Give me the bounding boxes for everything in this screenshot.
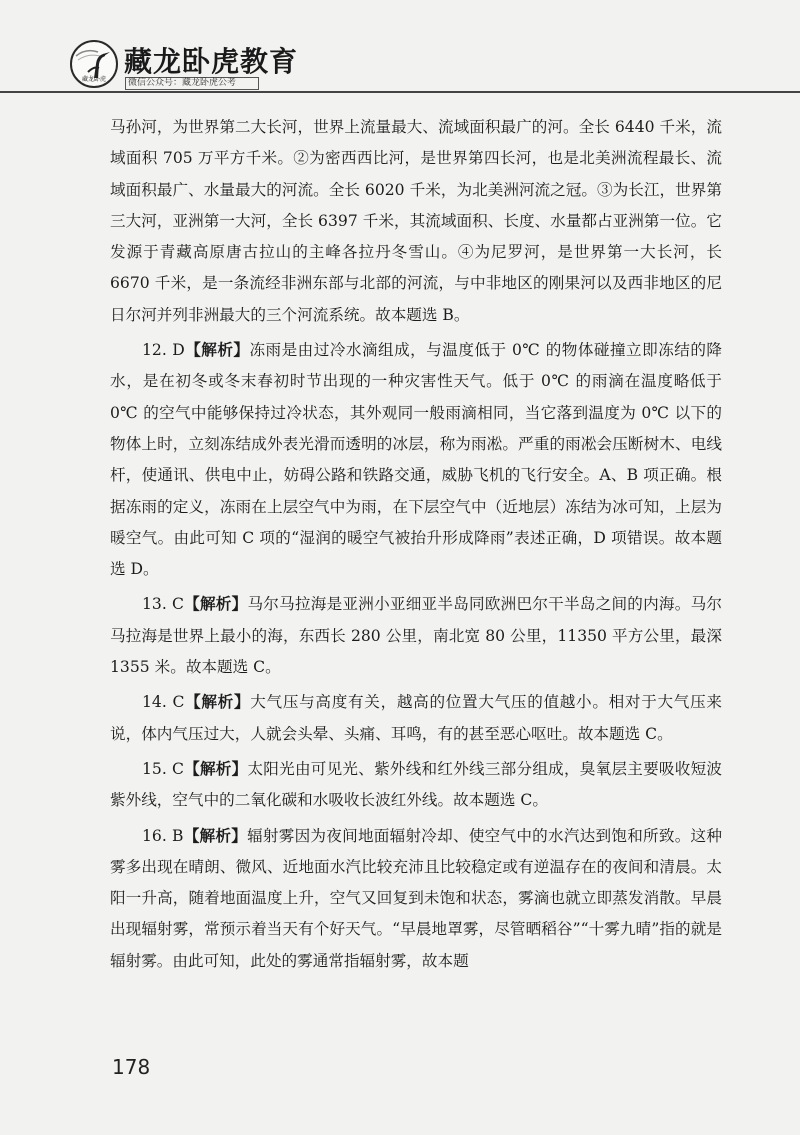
header-divider [0, 91, 800, 93]
paragraph-text: 马孙河，为世界第二大长河，世界上流量最大、流域面积最广的河。全长 6440 千米，流域面积 705 万平方千米。②为密西西比河，是世界第四长河，也是北美洲流程最长、流域面积最广、水量最大的河流。全长 6020 千米，为北美洲河流之冠。③为长江，世界第三大河，亚洲第一大河，全长 6397 千米，其流域面积、长度、水量都占亚洲第一位。它发源于青藏高原唐古拉山的主峰各拉丹冬雪山。④为尼罗河，是世界第一大长河，长 6670 千米，是一条流经非洲东部与北部的河流，与中非地区的刚果河以及西非地区的尼日尔河并列非洲最大的三个河流系统。故本题选 B。 [110, 118, 722, 324]
paragraph-text: 冻雨是由过冷水滴组成，与温度低于 0℃ 的物体碰撞立即冻结的降水，是在初冬或冬末春初时节出现的一种灾害性天气。低于 0℃ 的雨滴在温度略低于 0℃ 的空气中能够保持过冷状态，其外观同一般雨滴相同，当它落到温度为 0℃ 以下的物体上时，立刻冻结成外表光滑而透明的冰层，称为雨凇。严重的雨凇会压断树木、电线杆，使通讯、供电中止，妨碍公路和铁路交通，威胁飞机的飞行安全。A、B 项正确。根据冻雨的定义，冻雨在上层空气中为雨，在下层空气中（近地层）冻结为冰可知，上层为暖空气。由此可知 C 项的“湿润的暖空气被抬升形成降雨”表述正确，D 项错误。故本题选 D。 [110, 341, 722, 579]
answer-number: 14. C [142, 693, 185, 712]
paragraph-11-continued [110, 112, 722, 331]
answer-14 [110, 687, 722, 750]
answer-number: 12. D [142, 341, 185, 360]
paragraph-text: 太阳光由可见光、紫外线和红外线三部分组成，臭氧层主要吸收短波紫外线，空气中的二氧化碳和水吸收长波红外线。故本题选 C。 [110, 759, 722, 810]
answer-explanations [110, 112, 722, 977]
brand-logo [70, 40, 118, 88]
page-number: 178 [112, 1055, 151, 1079]
analysis-tag: 【解析】 [183, 595, 248, 614]
answer-number: 13. C [142, 595, 184, 614]
paragraph-text: 马尔马拉海是亚洲小亚细亚半岛同欧洲巴尔干半岛之间的内海。马尔马拉海是世界上最小的海，东西长 280 公里，南北宽 80 公里，11350 平方公里，最深 1355 米。故本题选 C。 [110, 595, 722, 677]
analysis-tag: 【解析】 [183, 759, 248, 778]
analysis-tag: 【解析】 [184, 693, 251, 712]
logo-text: 藏龙卧虎 [81, 76, 106, 83]
brand-title: 藏龙卧虎教育 [124, 45, 299, 78]
answer-12 [110, 335, 722, 585]
answer-13 [110, 589, 722, 683]
answer-number: 15. C [142, 759, 184, 778]
brand-tagline: 微信公众号：藏龙卧虎公考 [125, 77, 259, 90]
answer-16 [110, 821, 722, 977]
page-header [0, 0, 800, 92]
analysis-tag: 【解析】 [183, 826, 248, 845]
paragraph-text: 大气压与高度有关，越高的位置大气压的值越小。相对于大气压来说，体内气压过大，人就会头晕、头痛、耳鸣，有的甚至恶心呕吐。故本题选 C。 [110, 693, 722, 743]
paragraph-text: 辐射雾因为夜间地面辐射冷却、使空气中的水汽达到饱和所致。这种雾多出现在晴朗、微风、近地面水汽比较充沛且比较稳定或有逆温存在的夜间和清晨。太阳一升高，随着地面温度上升，空气又回复到未饱和状态，雾滴也就立即蒸发消散。早晨出现辐射雾，常预示着当天有个好天气。“早晨地罩雾，尽管晒稻谷”“十雾九晴”指的就是辐射雾。由此可知，此处的雾通常指辐射雾，故本题 [110, 826, 722, 970]
answer-15 [110, 754, 722, 817]
analysis-tag: 【解析】 [184, 341, 250, 360]
answer-number: 16. B [142, 826, 184, 845]
